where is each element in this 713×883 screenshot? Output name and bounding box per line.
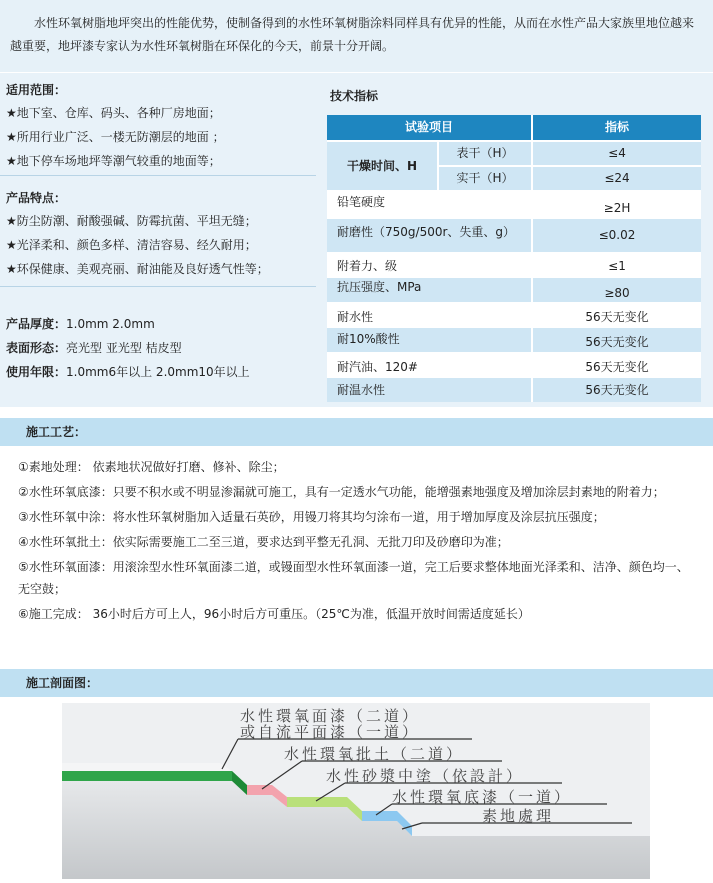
process-title-bar: 施工工艺： (0, 418, 713, 446)
features-title: 产品特点： (6, 191, 67, 205)
dry-row-value: ≤4 (533, 142, 701, 165)
usage-item: ★地下停车场地坪等潮气较重的地面等； (6, 154, 221, 168)
spec-row-value: 56天无变化 (533, 328, 701, 352)
dry-row-value: ≤24 (533, 167, 701, 190)
spec-row-name: 耐汽油、120# (337, 360, 418, 374)
process-step: ①素地处理： 依素地状况做好打磨、修补、除尘； (18, 460, 285, 474)
process-step: ⑥施工完成： 36小时后方可上人，96小时后方可重压。（25℃为准，低温开放时间需适度延长） (18, 607, 530, 621)
process-step: ⑤水性环氧面漆：用滚涂型水性环氧面漆二道，或镘面型水性环氧面漆一道，完工后要求整体地面光泽柔和、洁净、颜色均一、无空鼓； (18, 560, 689, 596)
dry-time-label: 干燥时间、H (327, 142, 437, 190)
process-steps (0, 446, 713, 653)
floor-cross-section-diagram (62, 703, 650, 879)
product-details (0, 73, 316, 407)
diagram-label: 素地處理 (482, 807, 555, 825)
col-item-header: 试验项目 (327, 115, 531, 140)
diagram-label: 水性環氧批土（二道） (284, 745, 465, 763)
surface-value: 亮光型 亚光型 桔皮型 (66, 341, 182, 355)
section-title-bar: 施工剖面图： (0, 669, 713, 697)
feature-item: ★防尘防潮、耐酸强碱、防霉抗菌、平坦无缝； (6, 214, 257, 228)
life-label: 使用年限： (6, 365, 67, 379)
spec-row-value: 56天无变化 (533, 378, 701, 402)
spec-row-name: 耐磨性（750g/500r、失重、g） (327, 219, 531, 252)
spec-row-name: 铅笔硬度 (337, 195, 386, 209)
usage-item: ★所用行业广泛、一楼无防潮层的地面 ； (6, 130, 225, 144)
diagram-label: 水性砂漿中塗（依設計） (326, 767, 525, 785)
spec-row-name: 附着力、级 (337, 259, 398, 273)
life-value: 1.0mm6年以上 2.0mm10年以上 (66, 365, 250, 379)
product-info-panel (0, 73, 713, 407)
spec-row-name: 耐温水性 (327, 378, 531, 402)
dry-row-name: 表干（H） (439, 142, 531, 165)
spec-row-value: ≥80 (533, 278, 701, 302)
usage-section (0, 73, 316, 176)
diagram-label: 水性環氧底漆（一道） (392, 788, 573, 806)
spec-row-name: 抗压强度、MPa (327, 278, 531, 302)
diagram-label: 水性環氧面漆（二道） (240, 707, 421, 725)
process-step: ③水性环氧中涂：将水性环氧树脂加入适量石英砂，用镘刀将其均匀涂布一道，用于增加厚度及涂层抗压强度； (18, 510, 605, 524)
spec-row-name: 耐水性 (337, 310, 374, 324)
col-index-header: 指标 (533, 115, 701, 140)
usage-title: 适用范围： (6, 83, 67, 97)
thickness-value: 1.0mm 2.0mm (66, 317, 155, 331)
topcoat-layer (62, 771, 232, 781)
thickness-label: 产品厚度： (6, 317, 67, 331)
feature-item: ★光泽柔和、颜色多样、清洁容易、经久耐用； (6, 238, 257, 252)
dry-row-name: 实干（H） (439, 167, 531, 190)
cross-section-svg (62, 703, 650, 879)
spec-row-name: 耐10%酸性 (327, 328, 531, 352)
spec-row-value: 56天无变化 (585, 310, 649, 324)
process-step: ④水性环氧批土：依实际需要施工二至三道，要求达到平整无孔洞、无批刀印及砂磨印为准； (18, 535, 509, 549)
spec-row-value: 56天无变化 (585, 360, 649, 374)
usage-item: ★地下室、仓库、码头、各种厂房地面； (6, 106, 221, 120)
features-section (0, 177, 316, 287)
specs-section (0, 288, 316, 407)
intro-paragraph: 水性环氧树脂地坪突出的性能优势，使制备得到的水性环氧树脂涂料同样具有优异的性能，从而在水性产品大家族里地位越来越重要，地坪漆专家认为水性环氧树脂在环保化的今天，前景十分开阔。 (0, 0, 713, 72)
feature-item: ★环保健康、美观亮丽、耐油能及良好透气性等； (6, 262, 269, 276)
process-step: ②水性环氧底漆：只要不积水或不明显渗漏就可施工，具有一定透水气功能，能增强素地强度及增加涂层封素地的附着力； (18, 485, 665, 499)
spec-row-value: ≥2H (603, 201, 631, 215)
tech-specs (318, 73, 713, 407)
tech-table (327, 115, 701, 402)
tech-title: 技术指标 (330, 89, 379, 103)
surface-label: 表面形态： (6, 341, 67, 355)
diagram-label: 或自流平面漆（一道） (240, 723, 421, 741)
step-face (62, 763, 232, 771)
spec-row-value: ≤1 (608, 259, 626, 273)
spec-row-value: ≤0.02 (533, 219, 701, 252)
